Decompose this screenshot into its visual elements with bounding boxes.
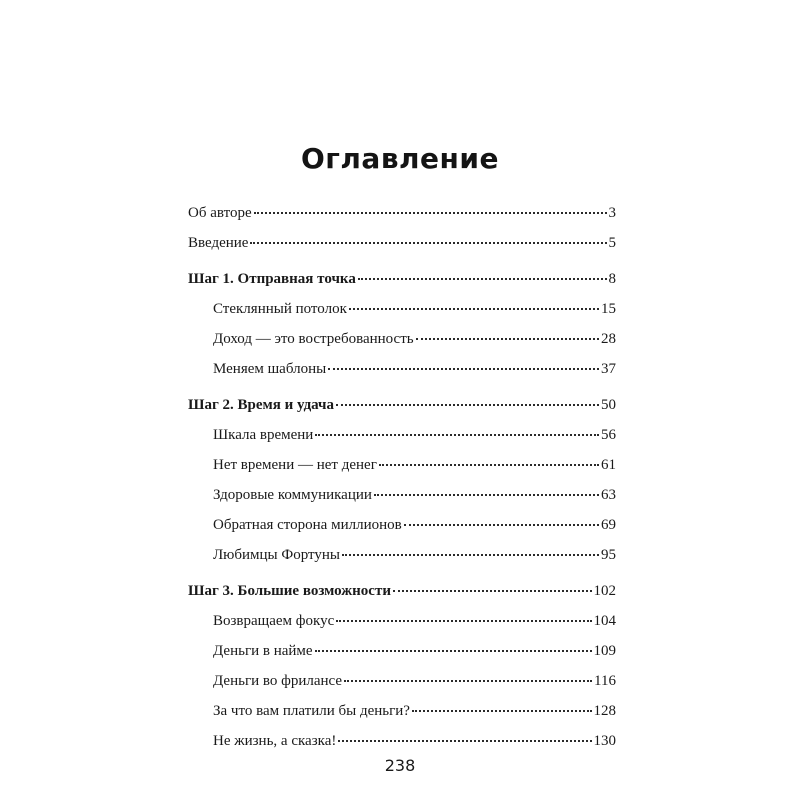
toc-title: Оглавление bbox=[300, 142, 499, 175]
dot-leader bbox=[254, 212, 607, 214]
toc-entry-label: Об авторе bbox=[188, 205, 252, 221]
toc-entry-label: Здоровые коммуникации bbox=[213, 487, 372, 503]
toc-entry-label: Деньги в найме bbox=[213, 643, 313, 659]
toc-entry-page: 50 bbox=[601, 397, 616, 413]
dot-leader bbox=[379, 464, 599, 466]
page-number: 238 bbox=[384, 756, 416, 775]
dot-leader bbox=[336, 404, 599, 406]
dot-leader bbox=[416, 338, 599, 340]
toc-entry-page: 102 bbox=[593, 583, 616, 599]
toc-entry-page: 15 bbox=[601, 301, 616, 317]
dot-leader bbox=[338, 740, 591, 742]
toc-entry-page: 69 bbox=[601, 517, 616, 533]
toc-entry bbox=[188, 294, 616, 324]
dot-leader bbox=[315, 650, 592, 652]
dot-leader bbox=[404, 524, 599, 526]
toc-entry-label: Возвращаем фокус bbox=[213, 613, 335, 629]
toc-entry-page: 3 bbox=[608, 205, 616, 221]
toc-entry-label: Любимцы Фортуны bbox=[213, 547, 341, 563]
dot-leader bbox=[349, 308, 599, 310]
dot-leader bbox=[336, 620, 591, 622]
toc-entry-label: Доход — это востребованность bbox=[213, 331, 414, 347]
toc-part-heading bbox=[188, 390, 616, 420]
dot-leader bbox=[328, 368, 599, 370]
toc-entry-label: Шаг 2. Время и удача bbox=[188, 397, 335, 413]
table-of-contents bbox=[188, 198, 616, 756]
toc-entry bbox=[188, 696, 616, 726]
dot-leader bbox=[374, 494, 599, 496]
dot-leader bbox=[412, 710, 592, 712]
dot-leader bbox=[344, 680, 592, 682]
toc-entry bbox=[188, 510, 616, 540]
dot-leader bbox=[250, 242, 606, 244]
dot-leader bbox=[358, 278, 607, 280]
toc-part-heading bbox=[188, 576, 616, 606]
toc-entry bbox=[188, 228, 616, 258]
toc-entry-label: Обратная сторона миллионов bbox=[213, 517, 402, 533]
toc-entry bbox=[188, 480, 616, 510]
toc-entry-page: 8 bbox=[608, 271, 616, 287]
toc-entry-label: Шкала времени bbox=[213, 427, 314, 443]
dot-leader bbox=[342, 554, 599, 556]
toc-entry-page: 116 bbox=[594, 673, 616, 689]
toc-part-heading bbox=[188, 264, 616, 294]
dot-leader bbox=[315, 434, 599, 436]
toc-entry-label: Шаг 1. Отправная точка bbox=[188, 271, 356, 287]
toc-entry-label: Деньги во фрилансе bbox=[213, 673, 343, 689]
toc-entry-label: Нет времени — нет денег bbox=[213, 457, 377, 473]
toc-entry-label: Введение bbox=[188, 235, 249, 251]
dot-leader bbox=[393, 590, 592, 592]
toc-entry bbox=[188, 420, 616, 450]
toc-entry bbox=[188, 198, 616, 228]
toc-entry bbox=[188, 324, 616, 354]
toc-entry bbox=[188, 450, 616, 480]
toc-entry bbox=[188, 636, 616, 666]
toc-entry bbox=[188, 606, 616, 636]
toc-entry-label: Не жизнь, а сказка! bbox=[213, 733, 337, 749]
toc-entry bbox=[188, 666, 616, 696]
toc-entry-page: 104 bbox=[593, 613, 616, 629]
toc-entry-label: Меняем шаблоны bbox=[213, 361, 327, 377]
toc-entry-page: 56 bbox=[601, 427, 616, 443]
toc-entry-label: Шаг 3. Большие возможности bbox=[188, 583, 391, 599]
toc-entry-page: 63 bbox=[601, 487, 616, 503]
toc-entry bbox=[188, 726, 616, 756]
toc-entry bbox=[188, 540, 616, 570]
toc-entry-page: 28 bbox=[601, 331, 616, 347]
toc-entry-page: 128 bbox=[593, 703, 616, 719]
toc-entry-label: Стеклянный потолок bbox=[213, 301, 347, 317]
toc-entry-page: 5 bbox=[608, 235, 616, 251]
toc-entry-label: За что вам платили бы деньги? bbox=[213, 703, 410, 719]
toc-entry bbox=[188, 354, 616, 384]
toc-entry-page: 37 bbox=[601, 361, 616, 377]
toc-entry-page: 61 bbox=[601, 457, 616, 473]
toc-entry-page: 109 bbox=[593, 643, 616, 659]
toc-entry-page: 130 bbox=[593, 733, 616, 749]
toc-entry-page: 95 bbox=[601, 547, 616, 563]
